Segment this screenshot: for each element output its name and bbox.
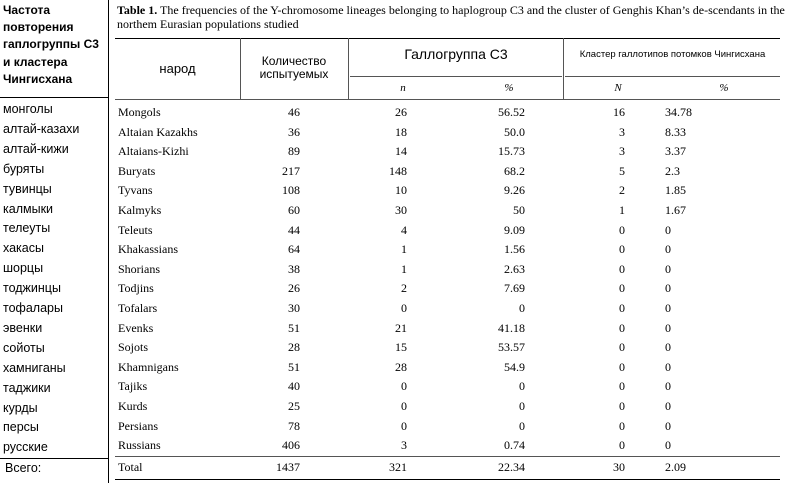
cell-pct2: 0 — [665, 261, 671, 276]
cell-N: 3 — [619, 124, 625, 139]
cell-name: Khakassians — [118, 242, 178, 257]
table-top-rule — [115, 38, 780, 39]
header-N: N — [614, 82, 622, 94]
cell-n: 3 — [401, 438, 407, 453]
left-row: калмыки — [3, 201, 54, 216]
cell-name: Kurds — [118, 399, 148, 413]
left-header-divider — [0, 97, 108, 98]
cell-tested: 108 — [282, 183, 300, 198]
cell-pct: 50 — [513, 203, 525, 217]
cell-pct2: 8.33 — [665, 124, 686, 139]
left-row: хамниганы — [3, 360, 66, 375]
cell-N: 0 — [619, 222, 625, 237]
left-row: русские — [3, 440, 48, 455]
left-panel-header: Частота повторения гаплогруппы С3 и кластера Чингисхана — [3, 3, 99, 86]
left-row: тофалары — [3, 301, 63, 315]
cell-tested: 44 — [288, 222, 300, 237]
cell-pct2: 0 — [665, 340, 671, 355]
cell-tested: 406 — [282, 438, 300, 453]
table-row — [115, 338, 780, 357]
cell-name: Sojots — [118, 340, 149, 355]
left-row: таджики — [3, 380, 51, 395]
cell-pct2: 1.67 — [665, 203, 686, 217]
cell-name: Khamnigans — [118, 359, 179, 374]
cell-pct: 53.57 — [498, 340, 525, 355]
cell-N: 0 — [619, 399, 625, 413]
cell-pct2: 0 — [665, 242, 671, 257]
header-people: народ — [159, 61, 196, 76]
left-total-label: Всего: — [5, 461, 42, 475]
header-cluster: Кластер галлотипов потомков Чингисхана — [579, 49, 766, 60]
table-row — [115, 436, 780, 455]
header-pct2: % — [719, 82, 729, 94]
cell-N: 0 — [619, 379, 625, 394]
cell-n: 2 — [401, 281, 407, 296]
cell-pct2: 0 — [665, 320, 671, 335]
cell-N: 0 — [619, 340, 625, 355]
cell-name: Evenks — [118, 320, 154, 335]
cell-pct2: 2.09 — [665, 460, 686, 474]
cell-n: 14 — [395, 144, 407, 159]
cell-tested: 26 — [288, 281, 300, 296]
left-row: алтай-казахи — [3, 121, 80, 136]
cell-pct: 50.0 — [504, 124, 525, 139]
table-row — [115, 299, 780, 318]
cluster-subrule — [565, 76, 780, 77]
cell-name: Shorians — [118, 261, 160, 276]
table-row — [115, 221, 780, 240]
cell-name: Tyvans — [118, 183, 153, 198]
table-row — [115, 201, 780, 220]
haplogroup-subrule — [350, 76, 562, 77]
cell-tested: 40 — [288, 379, 300, 394]
cell-tested: 25 — [288, 399, 300, 413]
left-row: монголы — [3, 102, 53, 116]
left-row: тувинцы — [3, 181, 52, 196]
left-row: сойоты — [3, 340, 45, 355]
table-row — [115, 377, 780, 396]
caption-label: Table 1. — [117, 3, 158, 17]
cell-pct2: 0 — [665, 438, 671, 453]
cell-n: 0 — [401, 379, 407, 394]
table-total-row — [115, 458, 780, 477]
cell-pct2: 0 — [665, 222, 671, 237]
cell-pct: 9.09 — [504, 222, 525, 237]
col-divider-2 — [348, 38, 349, 100]
cell-name: Russians — [118, 438, 161, 453]
table-row — [115, 260, 780, 279]
cell-N: 0 — [619, 320, 625, 335]
table-row — [115, 397, 780, 416]
left-row: буряты — [3, 161, 45, 176]
cell-pct2: 1.85 — [665, 183, 686, 198]
table-row — [115, 123, 780, 142]
cell-n: 4 — [401, 222, 407, 237]
cell-n: 26 — [395, 105, 407, 119]
left-row: персы — [3, 420, 39, 435]
cell-N: 1 — [619, 203, 625, 217]
left-panel — [0, 0, 109, 483]
cell-pct: 0 — [519, 399, 525, 413]
cell-n: 148 — [389, 163, 407, 178]
cell-pct2: 2.3 — [665, 163, 680, 178]
cell-pct: 54.9 — [504, 359, 525, 374]
table-header-rule — [115, 99, 780, 100]
cell-name: Altaian Kazakhs — [118, 124, 198, 139]
cell-n: 30 — [395, 203, 407, 217]
cell-name: Mongols — [118, 105, 161, 119]
cell-N: 16 — [613, 105, 625, 119]
col-divider-1 — [240, 38, 241, 100]
table-row — [115, 240, 780, 259]
cell-name: Tofalars — [118, 301, 158, 315]
cell-N: 5 — [619, 163, 625, 178]
cell-pct: 9.26 — [504, 183, 525, 198]
cell-pct2: 3.37 — [665, 144, 686, 159]
cell-N: 0 — [619, 261, 625, 276]
cell-n: 21 — [395, 320, 407, 335]
cell-tested: 64 — [288, 242, 300, 257]
left-row: алтай-кижи — [3, 141, 69, 156]
cell-pct: 22.34 — [498, 460, 525, 474]
cell-N: 0 — [619, 301, 625, 315]
cell-pct: 2.63 — [504, 261, 525, 276]
cell-name: Buryats — [118, 163, 156, 178]
table-row — [115, 181, 780, 200]
cell-pct: 1.56 — [504, 242, 525, 257]
cell-tested: 1437 — [276, 460, 300, 474]
cell-N: 0 — [619, 438, 625, 453]
left-row: курды — [3, 400, 38, 415]
cell-tested: 46 — [288, 105, 300, 119]
cell-n: 28 — [395, 359, 407, 374]
table-row — [115, 319, 780, 338]
cell-tested: 28 — [288, 340, 300, 355]
cell-pct2: 0 — [665, 379, 671, 394]
cell-n: 10 — [395, 183, 407, 198]
cell-pct2: 0 — [665, 301, 671, 315]
cell-pct2: 0 — [665, 399, 671, 413]
cell-N: 0 — [619, 281, 625, 296]
header-haplogroup: Галлогруппа С3 — [404, 46, 508, 62]
cell-tested: 60 — [288, 203, 300, 217]
cell-name: Kalmyks — [118, 203, 162, 217]
table-caption — [117, 3, 785, 31]
table-total-rule — [115, 456, 780, 457]
cell-tested: 51 — [288, 359, 300, 374]
left-row: хакасы — [3, 241, 44, 256]
cell-pct: 0 — [519, 418, 525, 433]
header-tested: Количество испытуемых — [259, 54, 329, 81]
cell-name: Total — [118, 460, 143, 474]
table-row — [115, 103, 780, 122]
cell-N: 0 — [619, 359, 625, 374]
cell-tested: 36 — [288, 124, 300, 139]
cell-pct: 7.69 — [504, 281, 525, 296]
cell-pct: 0.74 — [504, 438, 525, 453]
cell-name: Todjins — [118, 281, 154, 296]
cell-n: 321 — [389, 460, 407, 474]
table-row — [115, 358, 780, 377]
cell-pct2: 34.78 — [665, 105, 692, 119]
left-row: эвенки — [3, 320, 43, 335]
cell-pct: 15.73 — [498, 144, 525, 159]
cell-name: Altaians-Kizhi — [118, 144, 189, 159]
cell-pct: 41.18 — [498, 320, 525, 335]
table-row — [115, 142, 780, 161]
caption-text: The frequencies of the Y-chromosome lineages belonging to haplogroup C3 and the cluster of Genghis Khan’s de-scendants in the northem Eurasian populations studied — [117, 3, 785, 31]
cell-pct: 0 — [519, 301, 525, 315]
left-row: телеуты — [3, 221, 51, 236]
cell-N: 30 — [613, 460, 625, 474]
cell-n: 15 — [395, 340, 407, 355]
cell-pct2: 0 — [665, 281, 671, 296]
cell-pct: 0 — [519, 379, 525, 394]
cell-pct: 68.2 — [504, 163, 525, 178]
cell-name: Tajiks — [118, 379, 148, 394]
cell-N: 3 — [619, 144, 625, 159]
cell-tested: 89 — [288, 144, 300, 159]
cell-n: 1 — [401, 261, 407, 276]
cell-tested: 51 — [288, 320, 300, 335]
cell-tested: 30 — [288, 301, 300, 315]
table-bottom-rule — [115, 479, 780, 480]
left-row: тоджинцы — [3, 281, 61, 296]
header-n: n — [400, 82, 406, 94]
col-divider-3 — [563, 38, 564, 100]
cell-N: 0 — [619, 418, 625, 433]
left-row: шорцы — [3, 261, 44, 276]
cell-pct2: 0 — [665, 418, 671, 433]
cell-pct: 56.52 — [498, 105, 525, 119]
cell-n: 1 — [401, 242, 407, 257]
table-row — [115, 417, 780, 436]
cell-tested: 38 — [288, 261, 300, 276]
cell-name: Teleuts — [118, 222, 153, 237]
cell-n: 0 — [401, 399, 407, 413]
cell-pct2: 0 — [665, 359, 671, 374]
cell-tested: 78 — [288, 418, 300, 433]
left-total-divider — [0, 458, 108, 459]
cell-name: Persians — [118, 418, 158, 433]
cell-N: 0 — [619, 242, 625, 257]
cell-n: 0 — [401, 301, 407, 315]
header-pct: % — [504, 82, 514, 94]
table-row — [115, 279, 780, 298]
cell-n: 0 — [401, 418, 407, 433]
cell-N: 2 — [619, 183, 625, 198]
cell-n: 18 — [395, 124, 407, 139]
cell-tested: 217 — [282, 163, 300, 178]
table-row — [115, 162, 780, 181]
